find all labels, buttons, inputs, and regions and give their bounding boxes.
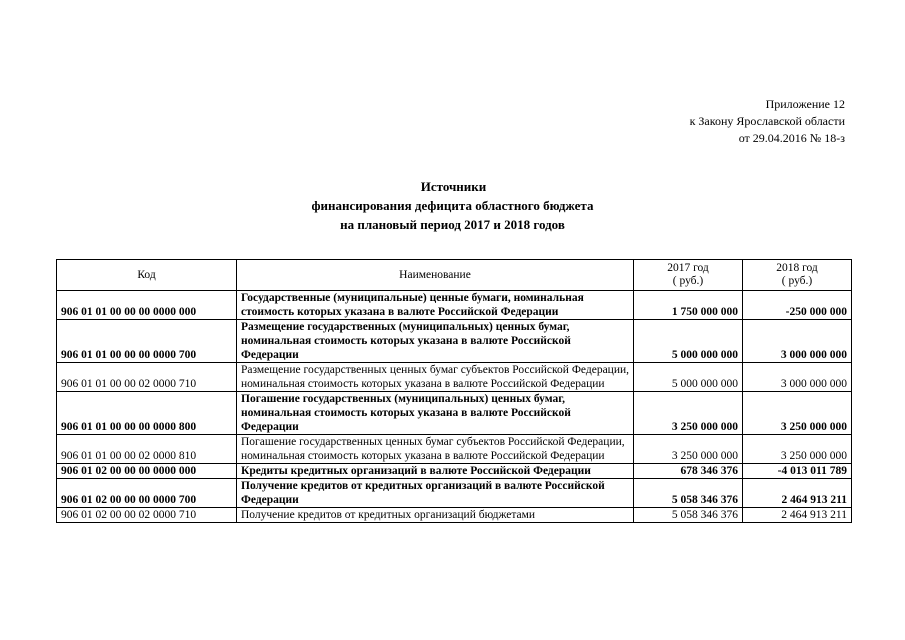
table-row [57,291,852,320]
row-value-2018: 2 464 913 211 [743,479,852,508]
header-2017-unit: ( руб.) [672,275,704,287]
row-value-2018: 3 000 000 000 [743,320,852,363]
header-2018-unit: ( руб.) [781,275,813,287]
row-value-2017: 1 750 000 000 [634,291,743,320]
row-code: 906 01 02 00 00 00 0000 000 [57,464,237,479]
table-row [57,363,852,392]
row-name: Получение кредитов от кредитных организаций бюджетами [237,508,634,523]
header-name: Наименование [237,260,634,291]
row-value-2017: 3 250 000 000 [634,435,743,464]
row-value-2018: 2 464 913 211 [743,508,852,523]
header-2017-year: 2017 год [667,262,709,274]
header-code: Код [57,260,237,291]
header-2017 [634,260,743,291]
row-value-2018: -4 013 011 789 [743,464,852,479]
row-value-2017: 678 346 376 [634,464,743,479]
table-row [57,464,852,479]
table-row [57,479,852,508]
row-value-2018: 3 250 000 000 [743,392,852,435]
appendix-date: от 29.04.2016 № 18-з [738,131,845,145]
header-2018 [743,260,852,291]
row-code: 906 01 01 00 00 02 0000 710 [57,363,237,392]
row-code: 906 01 02 00 00 02 0000 710 [57,508,237,523]
table-row [57,508,852,523]
row-name: Размещение государственных (муниципальных) ценных бумаг, номинальная стоимость которых указана в валюте Российской Федерации [237,320,634,363]
appendix-law: к Закону Ярославской области [689,114,845,128]
row-value-2017: 5 058 346 376 [634,508,743,523]
table-header-row [57,260,852,291]
row-name: Размещение государственных ценных бумаг субъектов Российской Федерации, номинальная стоимость которых указана в валюте Российской Федерации [237,363,634,392]
row-code: 906 01 01 00 00 00 0000 800 [57,392,237,435]
table-body [57,291,852,523]
row-code: 906 01 01 00 00 00 0000 700 [57,320,237,363]
row-value-2018: 3 250 000 000 [743,435,852,464]
table-row [57,392,852,435]
sources-table [56,259,852,523]
title-line-2: финансирования дефицита областного бюджета [311,198,594,213]
table-row [57,320,852,363]
appendix-number: Приложение 12 [765,97,845,111]
row-value-2017: 3 250 000 000 [634,392,743,435]
row-name: Государственные (муниципальные) ценные бумаги, номинальная стоимость которых указана в валюте Российской Федерации [237,291,634,320]
header-2018-year: 2018 год [776,262,818,274]
row-code: 906 01 01 00 00 02 0000 810 [57,435,237,464]
row-value-2017: 5 058 346 376 [634,479,743,508]
row-value-2018: -250 000 000 [743,291,852,320]
appendix-reference [690,96,845,147]
row-name: Получение кредитов от кредитных организаций в валюте Российской Федерации [237,479,634,508]
row-code: 906 01 01 00 00 00 0000 000 [57,291,237,320]
row-name: Погашение государственных ценных бумаг субъектов Российской Федерации, номинальная стоимость которых указана в валюте Российской Федерации [237,435,634,464]
row-value-2017: 5 000 000 000 [634,320,743,363]
document-title [0,177,905,234]
row-name: Кредиты кредитных организаций в валюте Российской Федерации [237,464,634,479]
title-line-1: Источники [420,179,487,194]
row-value-2018: 3 000 000 000 [743,363,852,392]
row-code: 906 01 02 00 00 00 0000 700 [57,479,237,508]
row-value-2017: 5 000 000 000 [634,363,743,392]
table-row [57,435,852,464]
row-name: Погашение государственных (муниципальных) ценных бумаг, номинальная стоимость которых указана в валюте Российской Федерации [237,392,634,435]
title-line-3: на плановый период 2017 и 2018 годов [340,217,565,232]
